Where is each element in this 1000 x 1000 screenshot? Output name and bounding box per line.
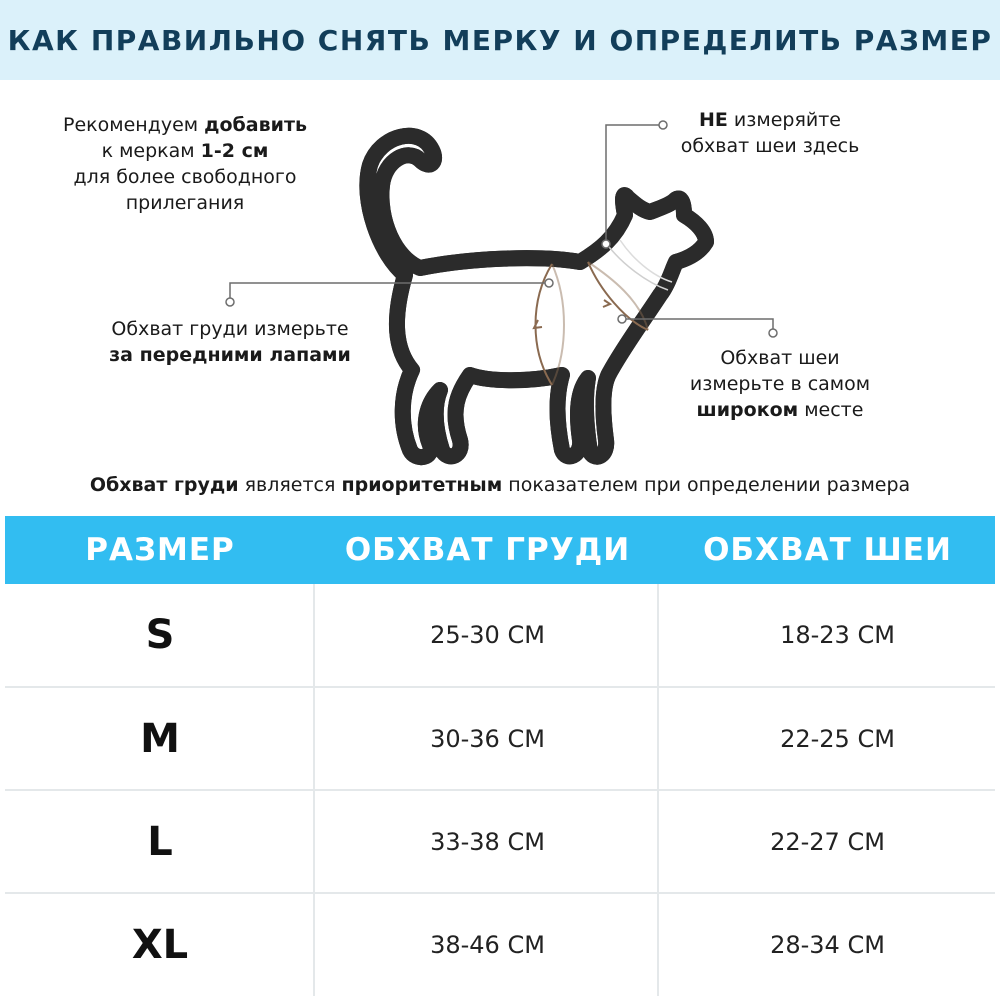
note-neck-warning (650, 107, 890, 159)
size-label: XL (131, 922, 189, 968)
header-size: РАЗМЕР (85, 532, 235, 568)
chest-callout-line (226, 279, 553, 306)
note-text: Рекомендуем (63, 114, 205, 136)
chest-value: 30-36 СМ (430, 725, 545, 753)
header-neck: ОБХВАТ ШЕИ (703, 532, 952, 568)
note-text: измеряйте (727, 109, 841, 131)
priority-bold-text: приоритетным (341, 474, 503, 496)
chest-value: 38-46 СМ (430, 931, 545, 959)
size-label: L (147, 819, 173, 865)
note-bold-text: 1-2 см (200, 140, 269, 162)
priority-note (0, 474, 1000, 496)
priority-bold-text: Обхват груди (89, 474, 239, 496)
note-bold-text: широком (696, 399, 799, 421)
note-text: Обхват шеи (720, 347, 840, 369)
note-text: измерьте в самом (689, 373, 871, 395)
chest-value: 25-30 СМ (430, 621, 545, 649)
size-label: S (145, 612, 175, 658)
page-title: КАК ПРАВИЛЬНО СНЯТЬ МЕРКУ И ОПРЕДЕЛИТЬ РАЗМЕР (7, 23, 993, 57)
size-table-header (5, 516, 995, 584)
note-bold-text: НЕ (699, 109, 728, 131)
neck-value: 22-27 СМ (770, 828, 885, 856)
note-chest (40, 316, 420, 368)
column-divider (313, 584, 315, 996)
size-label: M (140, 716, 180, 762)
note-bold-text: добавить (204, 114, 307, 136)
size-table (5, 516, 995, 996)
column-divider (657, 584, 659, 996)
neck-value: 22-25 СМ (780, 725, 895, 753)
header-chest: ОБХВАТ ГРУДИ (344, 532, 631, 568)
neck-value: 18-23 СМ (780, 621, 895, 649)
note-text: месте (798, 399, 864, 421)
note-text: обхват шеи здесь (680, 135, 860, 157)
table-row (5, 894, 995, 996)
note-text: прилегания (125, 192, 245, 214)
note-text: для более свободного (73, 166, 297, 188)
chest-value: 33-38 СМ (430, 828, 545, 856)
note-neck (655, 345, 905, 423)
note-add-centimeters (30, 112, 340, 216)
priority-text: показателем при определении размера (502, 474, 911, 496)
table-row (5, 688, 995, 790)
note-bold-text: за передними лапами (109, 344, 351, 366)
priority-text: является (238, 474, 342, 496)
neck-value: 28-34 СМ (770, 931, 885, 959)
note-text: к меркам (101, 140, 201, 162)
table-row (5, 584, 995, 686)
note-text: Обхват груди измерьте (111, 318, 349, 340)
table-row (5, 791, 995, 893)
row-divider (5, 686, 995, 688)
row-divider (5, 892, 995, 894)
row-divider (5, 789, 995, 791)
